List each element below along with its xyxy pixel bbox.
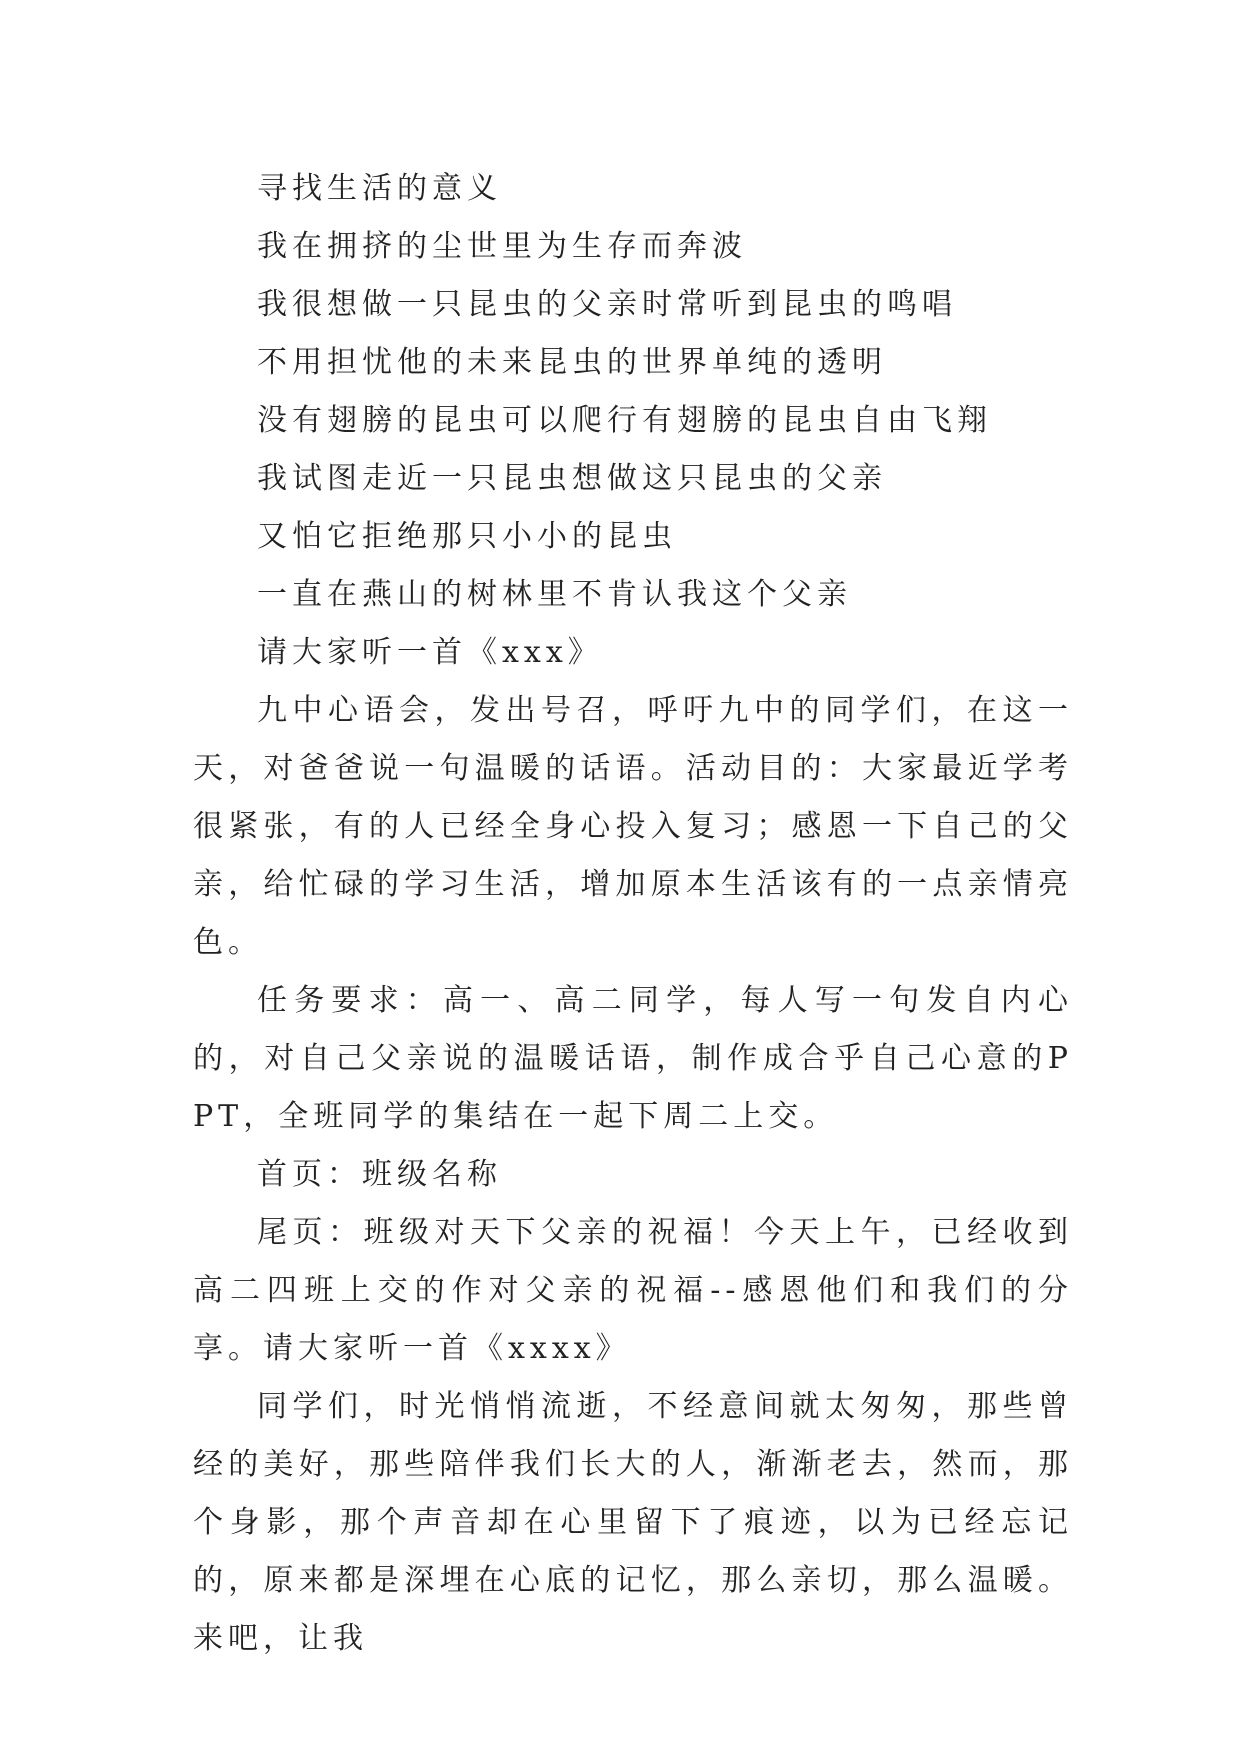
paragraph-activity-purpose: 九中心语会，发出号召，呼吁九中的同学们，在这一天，对爸爸说一句温暖的话语。活动目的：大家最近学考很紧张，有的人已经全身心投入复习；感恩一下自己的父亲，给忙碌的学习生活，增加原本生活该有的一点亲情亮色。 (193, 693, 1073, 960)
song-request-line: 请大家听一首《xxx》 (257, 635, 603, 670)
poem-line: 一直在燕山的树林里不肯认我这个父亲 (257, 577, 852, 612)
paragraph-task-requirements: 任务要求：高一、高二同学，每人写一句发自内心的，对自己父亲说的温暖话语，制作成合乎自己心意的PPT，全班同学的集结在一起下周二上交。 (193, 983, 1073, 1134)
paragraph-last-page: 尾页：班级对天下父亲的祝福！今天上午，已经收到高二四班上交的作对父亲的祝福--感恩他们和我们的分享。请大家听一首《xxxx》 (193, 1215, 1073, 1366)
paragraph-first-page: 首页：班级名称 (257, 1157, 502, 1192)
poem-line: 我很想做一只昆虫的父亲时常听到昆虫的鸣唱 (257, 287, 957, 322)
poem-line: 没有翅膀的昆虫可以爬行有翅膀的昆虫自由飞翔 (257, 403, 992, 438)
paragraph-closing: 同学们，时光悄悄流逝，不经意间就太匆匆，那些曾经的美好，那些陪伴我们长大的人，渐渐老去，然而，那个身影，那个声音却在心里留下了痕迹，以为已经忘记的，原来都是深埋在心底的记忆，那么亲切，那么温暖。来吧，让我 (193, 1389, 1073, 1656)
poem-line: 寻找生活的意义 (257, 171, 502, 206)
poem-line: 不用担忧他的未来昆虫的世界单纯的透明 (257, 345, 887, 380)
poem-line: 又怕它拒绝那只小小的昆虫 (257, 519, 677, 554)
poem-line: 我试图走近一只昆虫想做这只昆虫的父亲 (257, 461, 887, 496)
document-body (193, 160, 1073, 1668)
poem-line: 我在拥挤的尘世里为生存而奔波 (257, 229, 747, 264)
